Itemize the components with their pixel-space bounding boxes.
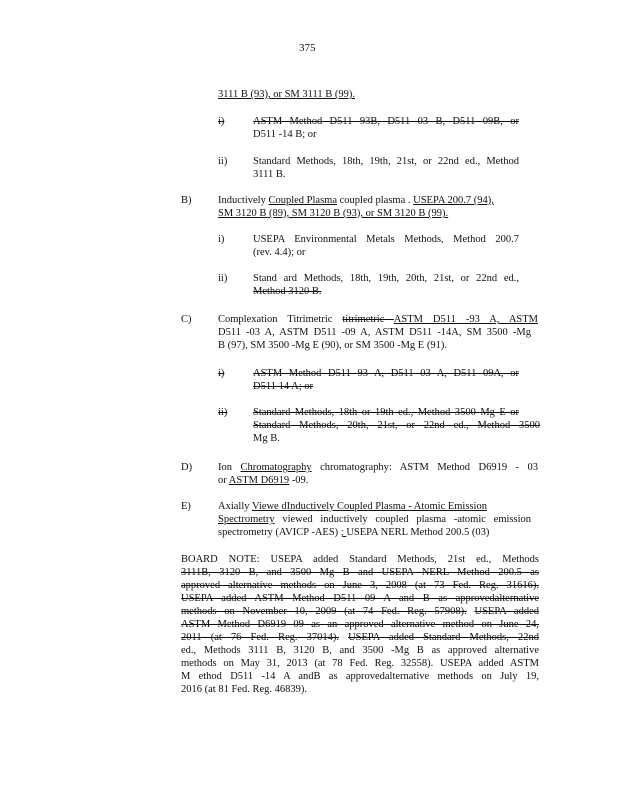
text-run: coupled plasma .	[337, 195, 414, 206]
text-run: chromatography: ASTM Method D6919 - 03	[311, 462, 538, 473]
item-c-line	[218, 313, 538, 326]
list-label: i)	[218, 234, 225, 245]
text-run: -09.	[289, 475, 309, 486]
text-run: or	[218, 475, 229, 486]
text-run: Complexation Titrimetric	[218, 314, 343, 325]
text-run: ;	[340, 527, 347, 538]
item-b-line	[218, 194, 494, 207]
sub-i-cont: D511 14 A; or	[253, 381, 313, 392]
list-label: E)	[181, 501, 191, 512]
intro-line: 3111 B (93), or SM 3111 B (99).	[218, 89, 355, 100]
item-d-cont	[218, 474, 308, 487]
text-run: Chromatography	[240, 462, 312, 473]
sub-i-cont: (rev. 4.4); or	[253, 247, 306, 258]
board-note-line: M ethod D511 -14 A andB as approvedalternative methods on July 19,	[181, 671, 539, 682]
text-run: Ion	[218, 462, 241, 473]
text-run: USEPA added Standard Methods, 22nd	[348, 632, 539, 643]
text-run	[339, 632, 348, 643]
item-e-cont	[218, 526, 489, 539]
text-run: viewed inductively coupled plasma -atomic emission	[274, 514, 531, 525]
board-note-line	[181, 605, 539, 618]
text-run: ASTM D6919	[228, 475, 290, 486]
sub-ii-line: Stand ard Methods, 18th, 19th, 20th, 21st, or 22nd ed.,	[253, 273, 519, 284]
list-label: i)	[218, 368, 225, 379]
text-run: Axially	[218, 501, 252, 512]
item-e-cont	[218, 513, 531, 526]
item-ii-line: Standard Methods, 18th, 19th, 21st, or 22nd ed., Method	[253, 156, 519, 167]
text-run: spectrometry (AVICP -AES)	[218, 527, 341, 538]
item-c-cont: D511 -03 A, ASTM D511 -09 A, ASTM D511 -14A, SM 3500 -Mg	[218, 327, 531, 338]
sub-ii-cont: Standard Methods, 20th, 21st, or 22nd ed., Method 3500	[253, 420, 540, 431]
text-run: Spectrometry	[218, 514, 275, 525]
text-run: USEPA 200.7 (94),	[413, 195, 494, 206]
text-run: 2011 (at 76 Fed. Reg. 37014).	[181, 632, 339, 643]
board-note-line: 2016 (at 81 Fed. Reg. 46839).	[181, 684, 307, 695]
board-note-line: BOARD NOTE: USEPA added Standard Methods, 21st ed., Methods	[181, 554, 539, 565]
sub-i-line: ASTM Method D511 93 A, D511 03 A, D511 09A, or	[253, 368, 519, 379]
text-run: Viewe dInductively Coupled Plasma - Atomic Emission	[251, 501, 487, 512]
text-run	[467, 606, 475, 617]
page-number: 375	[299, 42, 316, 54]
item-e-line	[218, 500, 487, 513]
board-note-line: approved alternative methods on June 3, 2008 (at 73 Fed. Reg. 31616).	[181, 580, 539, 591]
list-label: C)	[181, 314, 192, 325]
item-i-line: ASTM Method D511 93B, D511 03 B, D511 09B, or	[253, 116, 519, 127]
text-run: USEPA added	[474, 606, 539, 617]
sub-ii-cont: Mg B.	[253, 433, 280, 444]
sub-ii-line: Standard Methods, 18th or 19th ed., Method 3500 Mg E or	[253, 407, 519, 418]
board-note-line	[181, 631, 539, 644]
text-run: USEPA NERL Method 200.5 (03)	[346, 527, 490, 538]
list-label: ii)	[218, 407, 228, 418]
sub-i-line: USEPA Environmental Metals Methods, Method 200.7	[253, 234, 519, 245]
item-i-cont: D511 -14 B; or	[253, 129, 317, 140]
text-run: ASTM D511 -93 A, ASTM	[393, 314, 538, 325]
item-b-cont: SM 3120 B (89), SM 3120 B (93), or SM 3120 B (99).	[218, 208, 449, 219]
text-run: Inductively	[218, 195, 269, 206]
list-label: i)	[218, 116, 225, 127]
item-c-cont: B (97), SM 3500 -Mg E (90), or SM 3500 -Mg E (91).	[218, 340, 447, 351]
sub-ii-cont: Method 3120 B.	[253, 286, 322, 297]
text-run: titrimetric	[342, 314, 394, 325]
item-d-line	[218, 461, 538, 474]
board-note-line: ed., Methods 3111 B, 3120 B, and 3500 -Mg B as approved alternative	[181, 645, 539, 656]
text-run: methods on November 10, 2009 (at 74 Fed. Reg. 57908).	[181, 606, 467, 617]
list-label: ii)	[218, 273, 228, 284]
board-note-line: USEPA added ASTM Method D511 09 A and B as approvedalternative	[181, 593, 539, 604]
item-ii-cont: 3111 B.	[253, 169, 286, 180]
list-label: D)	[181, 462, 193, 473]
list-label: B)	[181, 195, 192, 206]
board-note-line: 3111B, 3120 B, and 3500 Mg B and USEPA NERL Method 200.5 as	[181, 567, 539, 578]
text-run: Coupled Plasma	[268, 195, 337, 206]
list-label: ii)	[218, 156, 228, 167]
board-note-line: ASTM Method D6919 09 as an approved alternative method on June 24,	[181, 619, 539, 630]
board-note-line: methods on May 31, 2013 (at 78 Fed. Reg. 32558). USEPA added ASTM	[181, 658, 539, 669]
